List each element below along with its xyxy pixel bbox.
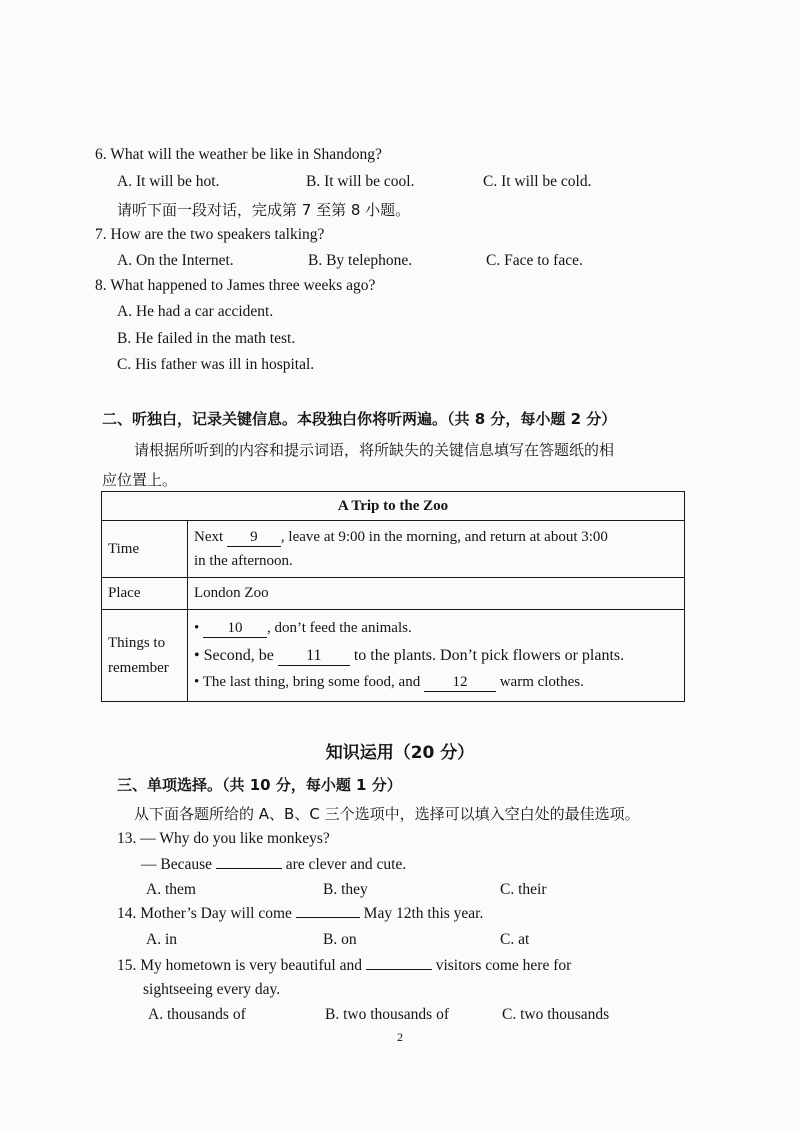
q7-option-b: B. By telephone.	[308, 252, 413, 269]
q13-rest: are clever and cute.	[285, 856, 407, 873]
place-label: Place	[102, 578, 188, 610]
bullet-2	[194, 642, 678, 669]
q15-post: visitors come here for	[435, 957, 572, 974]
time-line2: in the afternoon.	[194, 553, 293, 569]
question-8: 8. What happened to James three weeks ago?	[95, 277, 376, 294]
q13-answer-line	[141, 856, 406, 874]
blank-11: 11	[278, 648, 350, 666]
q6-option-a: A. It will be hot.	[117, 173, 220, 190]
question-6: 6. What will the weather be like in Shandong?	[95, 146, 382, 163]
bullet-2-post: to the plants. Don’t pick flowers or plants.	[353, 647, 625, 664]
blank-12: 12	[424, 675, 496, 692]
time-cell	[188, 521, 685, 578]
q7-option-a: A. On the Internet.	[117, 252, 234, 269]
q15-line2: sightseeing every day.	[143, 981, 281, 998]
bullet-1-text: , don’t feed the animals.	[267, 620, 412, 636]
q6-option-c: C. It will be cold.	[483, 173, 592, 190]
bullet-3-post: warm clothes.	[499, 674, 584, 690]
remember-cell	[188, 610, 685, 702]
q15-option-a: A. thousands of	[148, 1006, 246, 1023]
part2-title: 二、听独白，记录关键信息。本段独白你将听两遍。（共 8 分，每小题 2 分）	[102, 410, 617, 428]
bullet-2-pre: • Second, be	[194, 647, 274, 664]
q8-option-c: C. His father was ill in hospital.	[117, 356, 315, 373]
part3-instruction: 从下面各题所给的 A、B、C 三个选项中，选择可以填入空白处的最佳选项。	[134, 805, 640, 823]
blank-10: 10	[203, 621, 267, 638]
q15-blank	[366, 969, 432, 970]
place-value: London Zoo	[188, 578, 685, 610]
dialog-instruction: 请听下面一段对话，完成第 7 至第 8 小题。	[117, 201, 411, 219]
q15-option-c: C. two thousands	[502, 1006, 610, 1023]
q13-option-b: B. they	[323, 881, 368, 898]
part3-title: 三、单项选择。（共 10 分，每小题 1 分）	[117, 776, 402, 794]
q13-blank	[216, 868, 282, 869]
q15-option-b: B. two thousands of	[325, 1006, 449, 1023]
page-number: 2	[397, 1030, 403, 1044]
q15-pre: 15. My hometown is very beautiful and	[117, 957, 362, 974]
remember-label-line2: remember	[108, 659, 169, 676]
bullet-3-pre: • The last thing, bring some food, and	[194, 674, 421, 690]
question-7: 7. How are the two speakers talking?	[95, 226, 325, 243]
q13-option-a: A. them	[146, 881, 196, 898]
part2-instruction-line2: 应位置上。	[102, 471, 178, 489]
question-14	[117, 905, 483, 923]
q13-because: — Because	[141, 856, 213, 873]
q14-blank	[296, 917, 360, 918]
trip-table	[101, 491, 685, 702]
remember-label-line1: Things to	[108, 634, 166, 651]
q14-pre: 14. Mother’s Day will come	[117, 905, 292, 922]
q14-option-c: C. at	[500, 931, 530, 948]
q14-option-b: B. on	[323, 931, 357, 948]
q14-post: May 12th this year.	[363, 905, 484, 922]
time-pre: Next	[194, 529, 224, 545]
q7-option-c: C. Face to face.	[486, 252, 583, 269]
question-13: 13. — Why do you like monkeys?	[117, 830, 330, 847]
bullet-3	[194, 669, 678, 696]
q13-option-c: C. their	[500, 881, 547, 898]
remember-label	[102, 610, 188, 702]
time-post: , leave at 9:00 in the morning, and return at about 3:00	[280, 529, 608, 545]
question-15	[117, 957, 571, 975]
bullet-1-dot: •	[194, 620, 200, 636]
q8-option-b: B. He failed in the math test.	[117, 330, 296, 347]
q6-option-b: B. It will be cool.	[306, 173, 415, 190]
time-label: Time	[102, 521, 188, 578]
q14-option-a: A. in	[146, 931, 177, 948]
bullet-1	[194, 615, 678, 642]
q8-option-a: A. He had a car accident.	[117, 303, 274, 320]
part2-instruction-line1: 请根据所听到的内容和提示词语，将所缺失的关键信息填写在答题纸的相	[134, 441, 615, 459]
section-title: 知识运用（20 分）	[325, 743, 475, 763]
blank-9: 9	[227, 530, 281, 547]
table-title: A Trip to the Zoo	[102, 492, 685, 521]
